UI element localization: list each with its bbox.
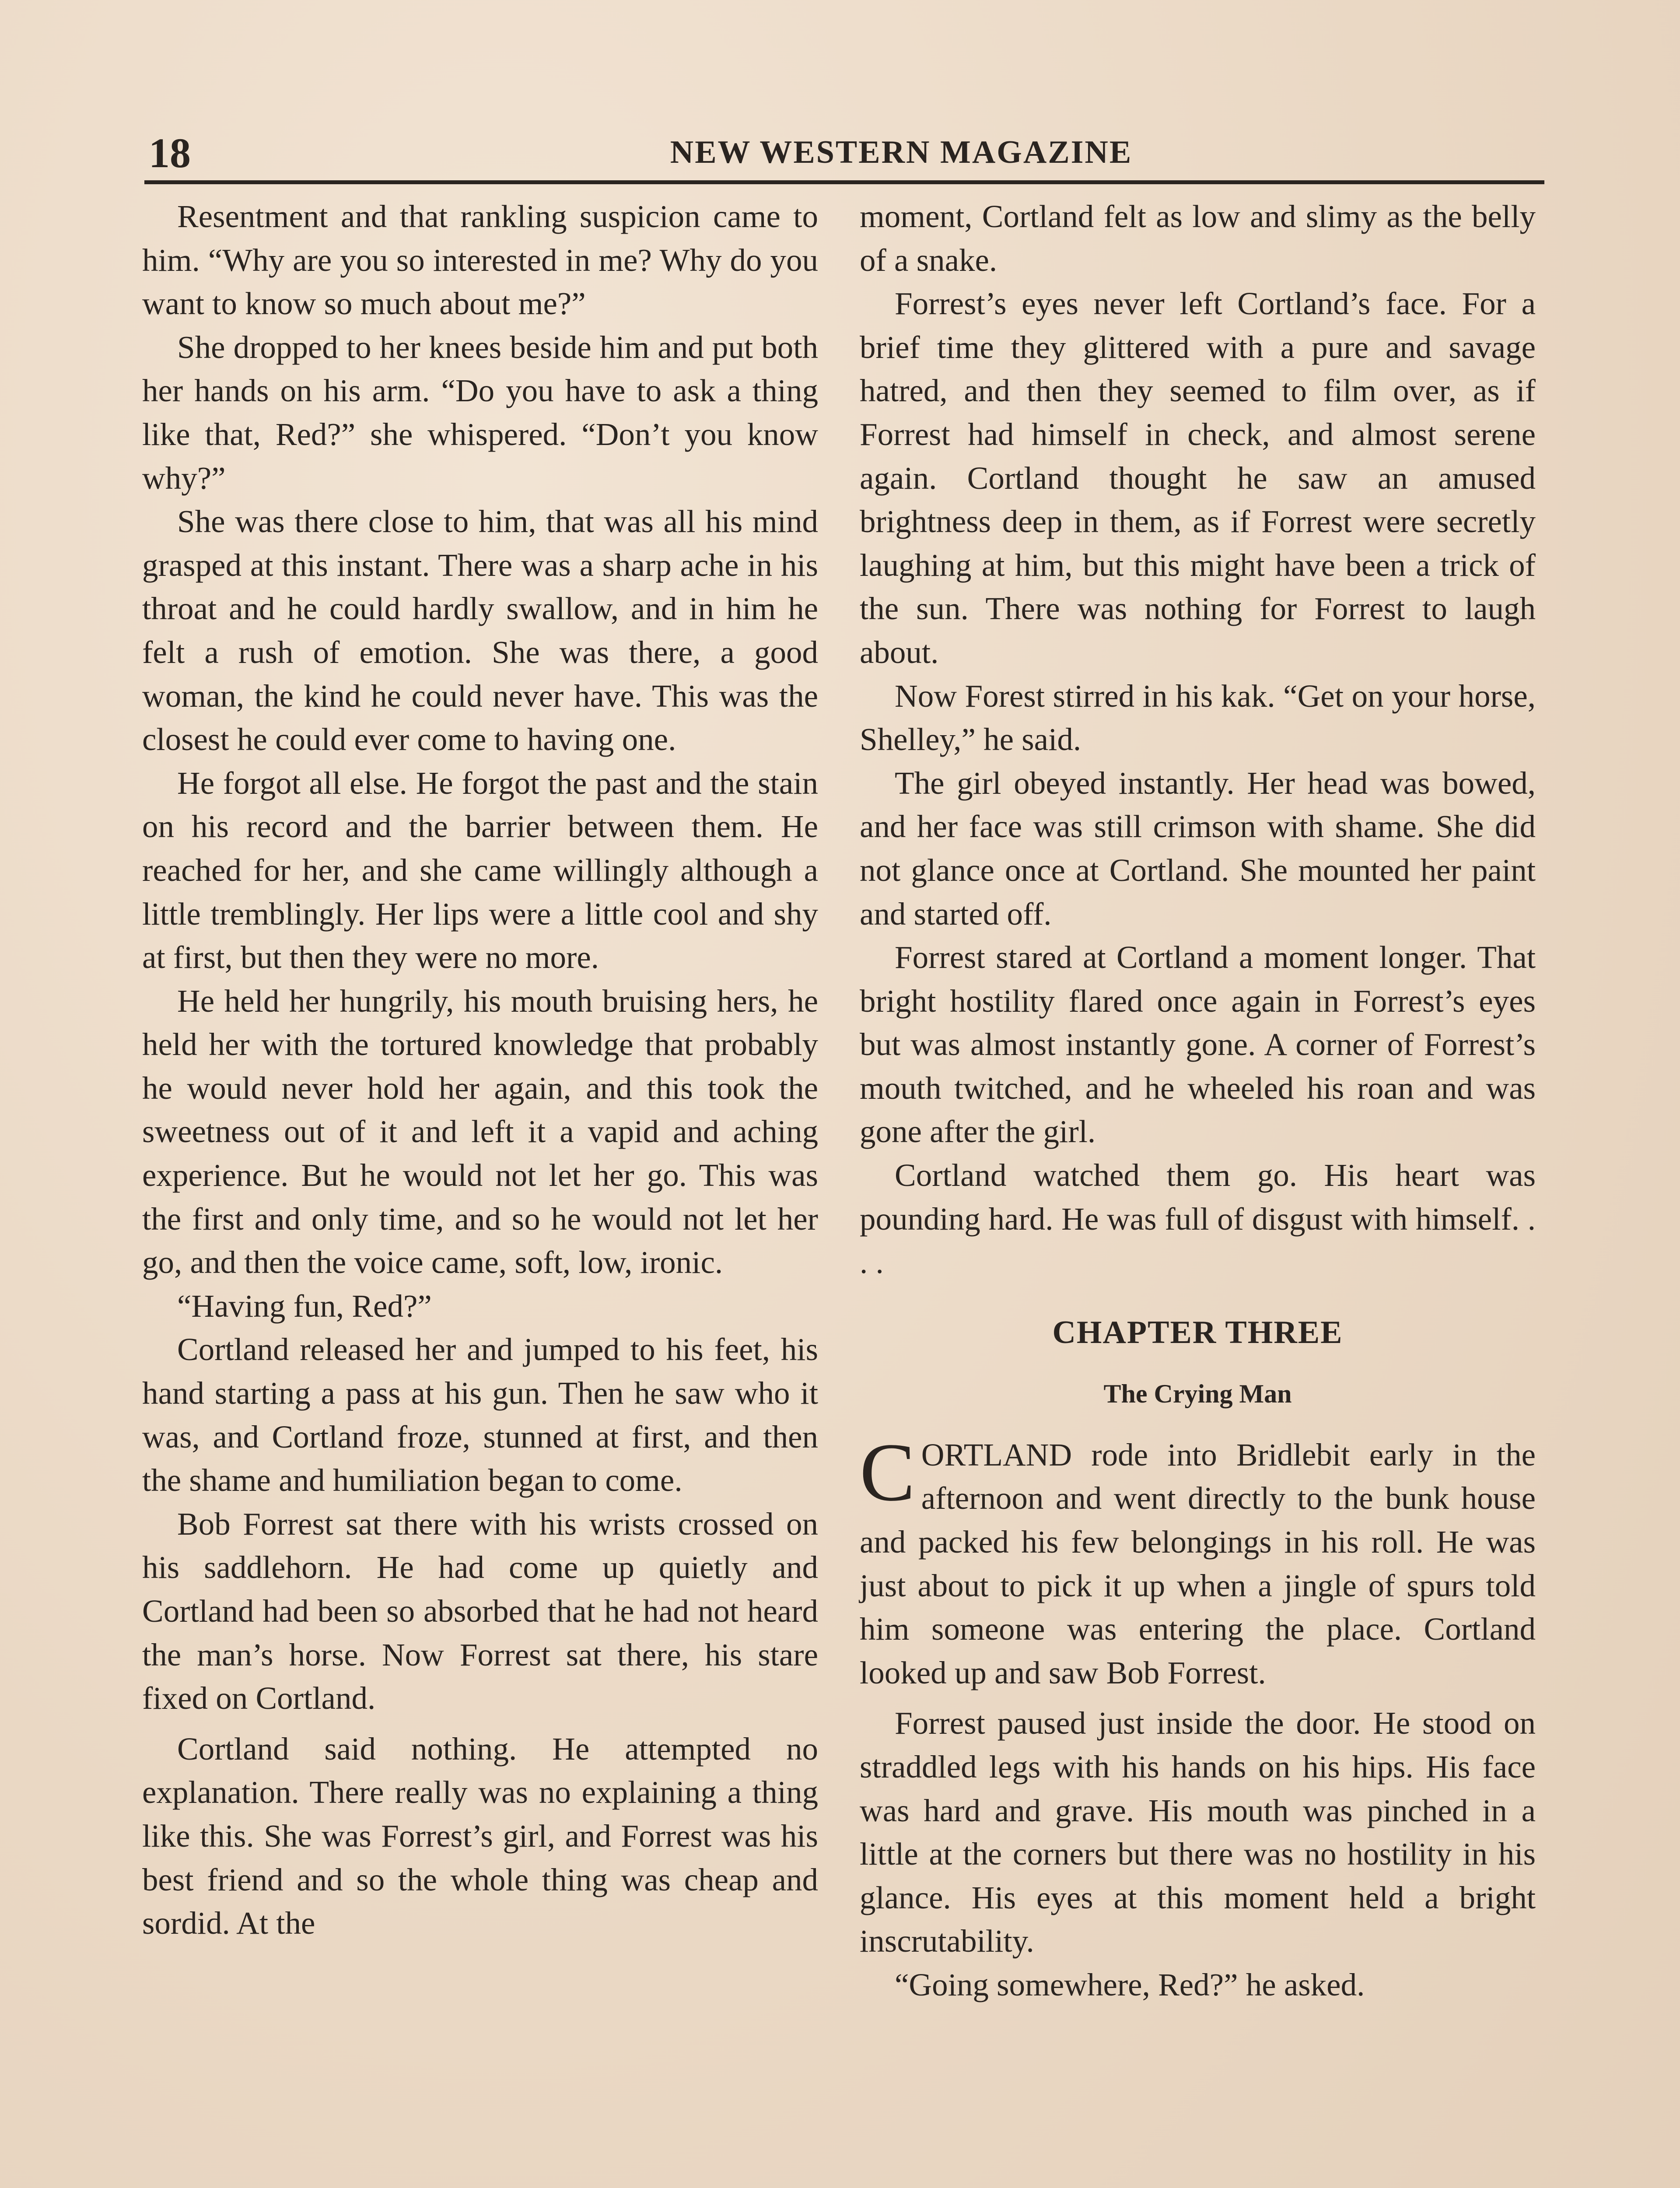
paragraph: He held her hungrily, his mouth bruising hers, he held her with the tortured knowledge that probably he would never hold her again, and this took the sweetness out of it and left it a vapid and aching experience. But he would not let her go. This was the first and only time, and so he would not let her go, and then the voice came, soft, low, ironic. [142,983,818,1280]
paragraph: The girl obeyed instantly. Her head was bowed, and her face was still crimson with shame. She did not glance once at Cortland. She mounted her paint and started off. [860,765,1536,932]
paragraph: Now Forest stirred in his kak. “Get on your horse, Shelley,” he said. [860,678,1536,757]
paragraph: Resentment and that rankling suspicion came to him. “Why are you so interested in me? Why do you want to know so much about me?” [142,199,818,322]
left-column [142,195,818,1945]
chapter-subtitle: The Crying Man [1103,1379,1292,1408]
paragraph: Cortland released her and jumped to his feet, his hand starting a pass at his gun. Then he saw who it was, and Cortland froze, stunned at first, and then the shame and humiliation began to come. [142,1332,818,1498]
paragraph: Forrest paused just inside the door. He stood on straddled legs with his hands on his hips. His face was hard and grave. His mouth was pinched in a little at the corners but there was no hostility in his glance. His eyes at this moment held a bright inscrutability. [860,1705,1536,1959]
paragraph: Cortland said nothing. He attempted no explanation. There really was no explaining a thing like this. She was Forrest’s girl, and Forrest was his best friend and so the whole thing was cheap and sordid. At the [142,1731,818,1941]
right-column [860,195,1536,2007]
drop-cap: C [860,1426,915,1518]
opening-text: ORTLAND rode into Bridlebit early in the afternoon and went directly to the bunk house and packed his few belongings in his roll. He was just about to pick it up when a jingle of spurs told him someone was entering the place. Cortland looked up and saw Bob Forrest. [860,1437,1536,1690]
paragraph: “Going somewhere, Red?” he asked. [895,1967,1365,2002]
paragraph: moment, Cortland felt as low and slimy as the belly of a snake. [860,199,1536,278]
paragraph: Forrest’s eyes never left Cortland’s face. For a brief time they glittered with a pure and savage hatred, and then they seemed to film over, as if Forrest had himself in check, and almost serene again. Cortland thought he saw an amused brightness deep in them, as if Forrest were secretly laughing at him, but this might have been a trick of the sun. There was nothing for Forrest to laugh about. [860,286,1536,670]
page-header [149,123,1540,175]
paragraph: She was there close to him, that was all his mind grasped at this instant. There was a sharp ache in his throat and he could hardly swallow, and in him he felt a rush of emotion. She was there, a good woman, the kind he could never have. This was the closest he could ever come to having one. [142,504,818,757]
paragraph: Bob Forrest sat there with his wrists crossed on his saddlehorn. He had come up quietly and Cortland had been so absorbed that he had not heard the man’s horse. Now Forrest sat there, his stare fixed on Cortland. [142,1506,818,1716]
chapter-heading: CHAPTER THREE [1052,1314,1343,1350]
page-number: 18 [149,130,191,176]
paragraph: He forgot all else. He forgot the past and the stain on his record and the barrier between them. He reached for her, and she came willingly although a little tremblingly. Her lips were a little cool and shy at first, but then they were no more. [142,765,818,975]
paragraph: She dropped to her knees beside him and put both her hands on his arm. “Do you have to ask a thing like that, Red?” she whispered. “Don’t you know why?” [142,329,818,496]
header-rule [144,180,1544,184]
paragraph: Cortland watched them go. His heart was pounding hard. He was full of disgust with himself. . . . [860,1157,1536,1280]
magazine-title: NEW WESTERN MAGAZINE [670,134,1133,170]
chapter-opening-paragraph [860,1426,1536,1695]
paragraph: “Having fun, Red?” [177,1288,432,1324]
paragraph: Forrest stared at Cortland a moment longer. That bright hostility flared once again in Forrest’s eyes but was almost instantly gone. A corner of Forrest’s mouth twitched, and he wheeled his roan and was gone after the girl. [860,940,1536,1150]
